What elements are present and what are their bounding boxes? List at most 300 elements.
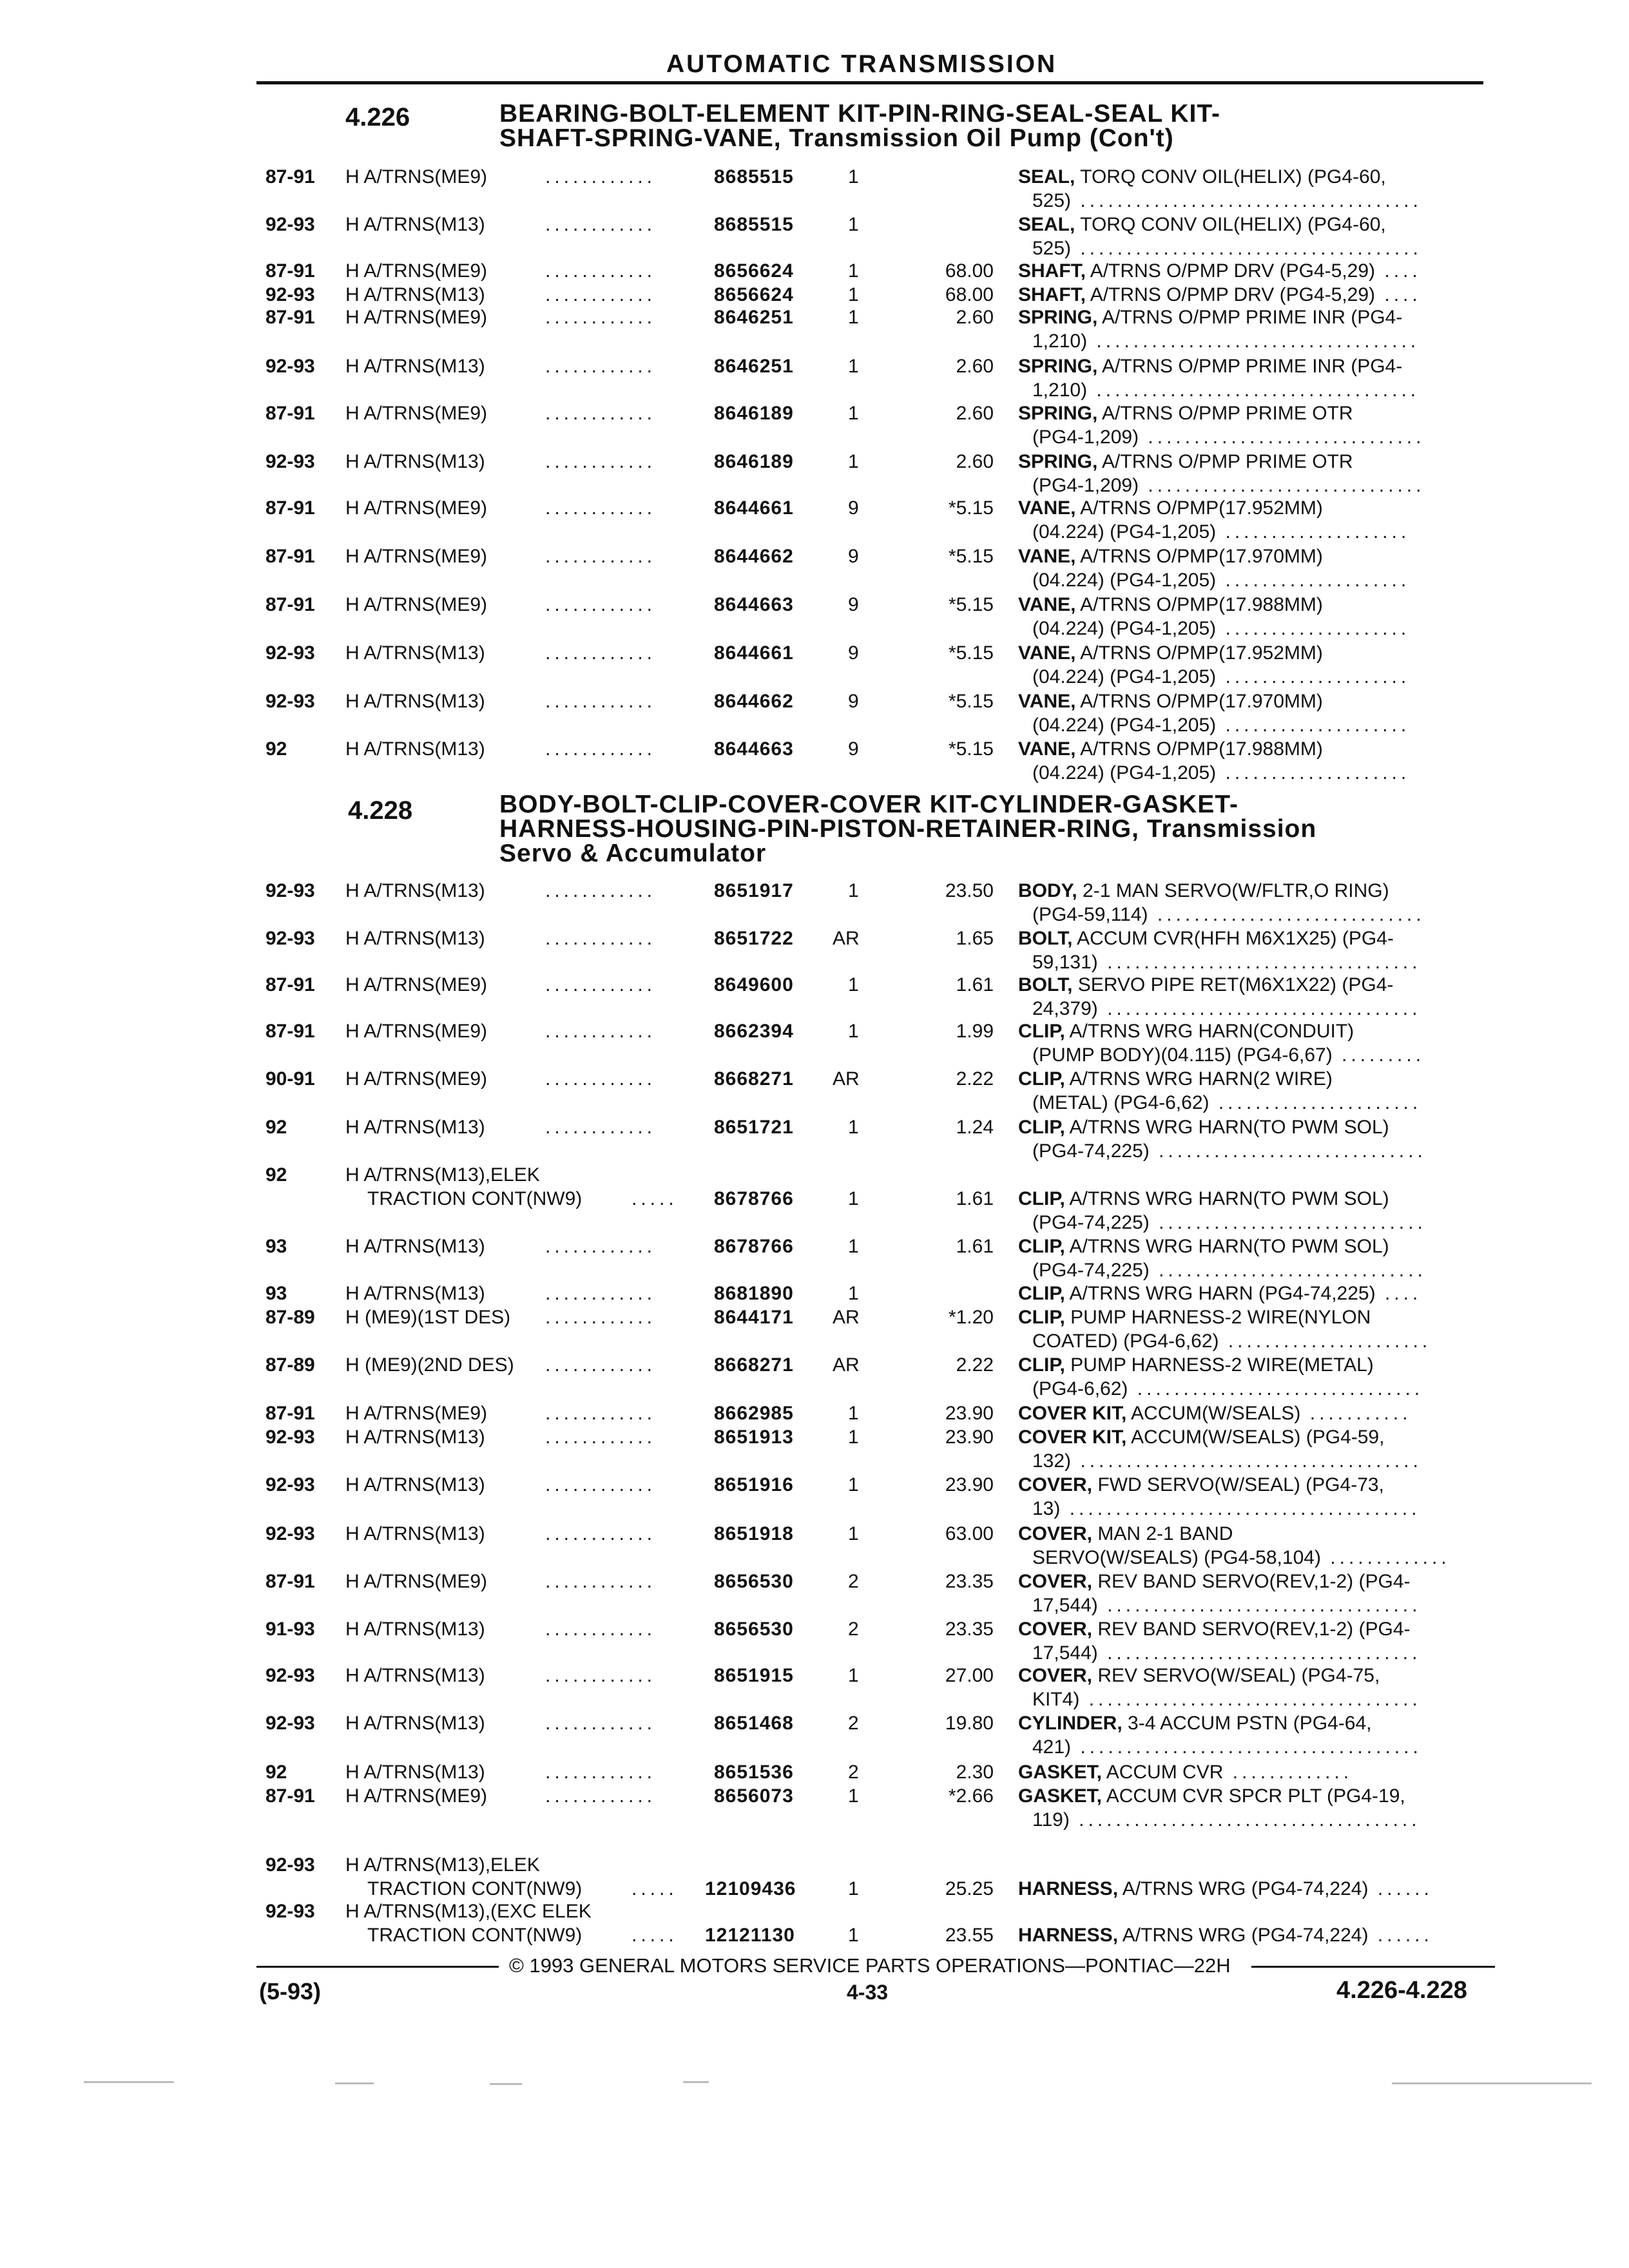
description-keyword: CLIP,	[1018, 1283, 1065, 1304]
part-number: 8644661	[714, 497, 794, 519]
part-description	[1018, 1570, 1411, 1593]
footer-rule-right	[1251, 1966, 1495, 1968]
description-text: TORQ CONV OIL(HELIX) (PG4-60,	[1080, 166, 1386, 187]
dot-leader: ......	[1368, 1925, 1433, 1946]
scan-smudge	[490, 2083, 522, 2085]
application-text: H A/TRNS(ME9)	[345, 260, 488, 282]
price: 23.35	[945, 1571, 994, 1592]
part-description-cont	[1032, 520, 1410, 544]
model-year: 92-93	[265, 1523, 315, 1544]
dot-leader: ............	[545, 1619, 657, 1640]
application-text: H A/TRNS(M13)	[345, 1523, 485, 1544]
part-description	[1018, 496, 1323, 520]
dot-leader: ....................	[1216, 666, 1411, 687]
part-description	[1018, 879, 1389, 903]
part-number: 8644662	[714, 546, 794, 567]
quantity: 1	[848, 1474, 859, 1495]
dot-leader: .....................................	[1071, 1450, 1422, 1472]
part-number: 8656530	[714, 1571, 794, 1592]
header-rule	[256, 81, 1483, 84]
part-description-cont	[1032, 1139, 1427, 1163]
model-year: 87-91	[265, 307, 315, 328]
price: 23.90	[945, 1403, 994, 1424]
section-title-line: BEARING-BOLT-ELEMENT KIT-PIN-RING-SEAL-SEAL KIT-	[499, 100, 1221, 128]
description-keyword: COVER,	[1018, 1665, 1093, 1686]
part-description	[1018, 1019, 1354, 1043]
application-text: H A/TRNS(ME9)	[345, 307, 488, 328]
part-description	[1018, 213, 1386, 236]
dot-leader: ...................................	[1087, 380, 1420, 401]
description-keyword: VANE,	[1018, 738, 1076, 760]
part-number: 8668271	[714, 1354, 794, 1376]
application-text: H A/TRNS(ME9)	[345, 166, 488, 187]
dot-leader: .............................	[1149, 1260, 1427, 1281]
description-text: A/TRNS O/PMP(17.952MM)	[1080, 497, 1323, 519]
description-text: (PG4-6,62)	[1032, 1378, 1128, 1399]
quantity: 1	[848, 1021, 859, 1042]
part-description-cont	[1032, 1687, 1422, 1711]
model-year: 92-93	[265, 1901, 315, 1922]
model-year: 92-93	[265, 1665, 315, 1686]
application-text: H A/TRNS(ME9)	[345, 1403, 488, 1424]
description-text: 13)	[1032, 1498, 1061, 1519]
description-text: ACCUM CVR	[1106, 1762, 1224, 1783]
description-text: A/TRNS O/PMP PRIME OTR	[1102, 451, 1353, 472]
price: 63.00	[945, 1523, 994, 1544]
description-keyword: CLIP,	[1018, 1117, 1065, 1138]
part-description	[1018, 1282, 1422, 1305]
description-text: 17,544)	[1032, 1642, 1098, 1664]
dot-leader: ............	[545, 1021, 657, 1042]
footer-rule-left	[256, 1966, 499, 1968]
quantity: 1	[848, 1403, 859, 1424]
part-description	[1018, 1425, 1384, 1449]
part-number: 8651916	[714, 1474, 794, 1495]
quantity: 9	[848, 546, 859, 567]
application-text: H A/TRNS(ME9)	[345, 497, 488, 519]
model-year: 93	[265, 1236, 287, 1257]
dot-leader: ............	[545, 928, 657, 949]
part-number: 8662394	[714, 1021, 794, 1042]
description-text: A/TRNS WRG (PG4-74,224)	[1122, 1925, 1369, 1946]
model-year: 92-93	[265, 284, 315, 305]
description-text: ACCUM(W/SEALS)	[1131, 1403, 1301, 1424]
price: 1.61	[956, 1236, 994, 1257]
description-text: A/TRNS WRG HARN (PG4-74,225)	[1069, 1283, 1376, 1304]
dot-leader: ............	[545, 1713, 657, 1734]
part-description	[1018, 1923, 1433, 1947]
price: *5.15	[948, 594, 994, 615]
description-text: (04.224) (PG4-1,205)	[1032, 570, 1217, 591]
dot-leader: ......................	[1209, 1092, 1422, 1113]
model-year: 92	[265, 1762, 287, 1783]
part-description	[1018, 305, 1402, 329]
quantity: 1	[848, 1925, 859, 1946]
quantity: 1	[848, 1117, 859, 1138]
description-text: PUMP HARNESS-2 WIRE(METAL)	[1070, 1354, 1374, 1376]
model-year: 92-93	[265, 451, 315, 472]
description-keyword: SHAFT,	[1018, 284, 1086, 305]
footer-page-number: 4-33	[847, 1981, 889, 2004]
description-keyword: SPRING,	[1018, 307, 1098, 328]
quantity: 2	[848, 1713, 859, 1734]
part-description	[1018, 927, 1394, 950]
dot-leader: ..............................	[1139, 475, 1425, 496]
part-description-cont	[1032, 761, 1410, 785]
application-text: H A/TRNS(M13)	[345, 738, 485, 760]
dot-leader: .............................	[1149, 1140, 1427, 1162]
description-keyword: SHAFT,	[1018, 260, 1086, 282]
quantity: 1	[848, 166, 859, 187]
part-description	[1018, 283, 1422, 307]
dot-leader: ............	[545, 1283, 657, 1304]
dot-leader: ....................	[1216, 618, 1411, 639]
part-description-cont	[1032, 903, 1425, 927]
application-text: H A/TRNS(M13)	[345, 1236, 485, 1257]
dot-leader: ............	[545, 1571, 657, 1592]
dot-leader: ............	[545, 166, 657, 187]
dot-leader: ..................................	[1097, 998, 1422, 1019]
scan-smudge	[683, 2081, 709, 2083]
dot-leader: ......................................	[1060, 1498, 1421, 1519]
part-description-cont	[1032, 997, 1421, 1021]
application-text: H A/TRNS(ME9)	[345, 1021, 488, 1042]
model-year: 87-91	[265, 1403, 315, 1424]
part-number: 8651722	[714, 928, 794, 949]
description-text: 525)	[1032, 190, 1072, 211]
part-number: 8644171	[714, 1307, 794, 1328]
part-description	[1018, 1617, 1411, 1641]
application-text: H A/TRNS(M13)	[345, 356, 485, 377]
price: *5.15	[948, 546, 994, 567]
description-text: (PG4-1,209)	[1032, 427, 1139, 448]
application-text: H A/TRNS(M13)	[345, 1713, 485, 1734]
description-keyword: COVER,	[1018, 1619, 1093, 1640]
description-text: PUMP HARNESS-2 WIRE(NYLON	[1070, 1307, 1371, 1328]
model-year: 92-93	[265, 642, 315, 664]
part-description	[1018, 450, 1353, 474]
part-description-cont	[1032, 378, 1420, 402]
quantity: 1	[848, 1665, 859, 1686]
model-year: 87-91	[265, 260, 315, 282]
part-description	[1018, 259, 1422, 283]
section-title-line: Servo & Accumulator	[499, 840, 767, 867]
price: *1.20	[948, 1307, 994, 1328]
price: 2.30	[956, 1762, 994, 1783]
description-text: A/TRNS O/PMP(17.988MM)	[1080, 594, 1323, 615]
dot-leader: ....................	[1216, 570, 1411, 591]
dot-leader: ..................................	[1097, 1642, 1422, 1664]
quantity: 2	[848, 1619, 859, 1640]
part-number: 8651721	[714, 1117, 794, 1138]
price: 19.80	[945, 1713, 994, 1734]
application-text: H A/TRNS(ME9)	[345, 974, 488, 995]
description-text: 17,544)	[1032, 1595, 1098, 1616]
price: *2.66	[948, 1785, 994, 1807]
part-description	[1018, 1235, 1389, 1258]
description-text: REV BAND SERVO(REV,1-2) (PG4-	[1097, 1571, 1411, 1592]
model-year: 87-91	[265, 1021, 315, 1042]
quantity: 1	[848, 1188, 859, 1209]
dot-leader: .....................................	[1069, 1809, 1421, 1831]
description-text: (04.224) (PG4-1,205)	[1032, 666, 1217, 687]
quantity: 1	[848, 451, 859, 472]
part-description	[1018, 1522, 1233, 1546]
dot-leader: ............	[545, 1403, 657, 1424]
price: 1.24	[956, 1117, 994, 1138]
description-keyword: SPRING,	[1018, 403, 1098, 424]
part-description	[1018, 1353, 1374, 1377]
price: 1.61	[956, 1188, 994, 1209]
description-text: (04.224) (PG4-1,205)	[1032, 762, 1217, 783]
dot-leader: ............	[545, 1354, 657, 1376]
part-number: 8678766	[714, 1236, 794, 1257]
page-header-title: AUTOMATIC TRANSMISSION	[666, 50, 1057, 78]
dot-leader: .....	[631, 1188, 678, 1209]
description-text: 1,210)	[1032, 331, 1088, 352]
part-description-cont	[1032, 1593, 1421, 1617]
quantity: 1	[848, 356, 859, 377]
description-keyword: GASKET,	[1018, 1762, 1103, 1783]
description-text: MAN 2-1 BAND	[1097, 1523, 1233, 1544]
application-text: H A/TRNS(M13)	[345, 1117, 485, 1138]
application-text: TRACTION CONT(NW9)	[367, 1925, 583, 1946]
dot-leader: ....................	[1216, 521, 1411, 543]
description-keyword: SEAL,	[1018, 166, 1075, 187]
part-description-cont	[1032, 329, 1420, 353]
description-text: A/TRNS O/PMP DRV (PG4-5,29)	[1090, 260, 1376, 282]
description-keyword: VANE,	[1018, 691, 1076, 712]
application-text: H A/TRNS(M13)	[345, 284, 485, 305]
part-number: 8651918	[714, 1523, 794, 1544]
dot-leader: ............	[545, 1068, 657, 1090]
section-4-226-number: 4.226	[345, 103, 410, 131]
description-keyword: BODY,	[1018, 880, 1077, 901]
dot-leader: ............	[545, 356, 657, 377]
price: 23.90	[945, 1427, 994, 1448]
description-text: (PG4-74,225)	[1032, 1212, 1150, 1233]
application-text: H A/TRNS(M13)	[345, 1619, 485, 1640]
dot-leader: ...........	[1300, 1403, 1412, 1424]
model-year: 87-91	[265, 1785, 315, 1807]
description-text: FWD SERVO(W/SEAL) (PG4-73,	[1097, 1474, 1384, 1495]
part-description-cont	[1032, 1329, 1431, 1353]
description-text: 421)	[1032, 1736, 1072, 1758]
description-text: (METAL) (PG4-6,62)	[1032, 1092, 1210, 1113]
part-description-cont	[1032, 425, 1425, 449]
description-keyword: VANE,	[1018, 546, 1076, 567]
application-text: TRACTION CONT(NW9)	[367, 1878, 583, 1899]
part-number: 8681890	[714, 1283, 794, 1304]
price: *5.15	[948, 691, 994, 712]
description-text: A/TRNS WRG HARN(TO PWM SOL)	[1069, 1117, 1389, 1138]
description-text: KIT4)	[1032, 1689, 1080, 1710]
description-text: A/TRNS WRG HARN(CONDUIT)	[1069, 1021, 1354, 1042]
part-number: 8651468	[714, 1713, 794, 1734]
model-year: 92	[265, 1117, 287, 1138]
part-number: 8685515	[714, 166, 794, 187]
dot-leader: .....................................	[1071, 190, 1422, 211]
application-text: H A/TRNS(M13),ELEK	[345, 1854, 540, 1876]
quantity: 2	[848, 1571, 859, 1592]
price: 2.60	[956, 356, 994, 377]
part-description-cont	[1032, 1808, 1421, 1832]
quantity: 9	[848, 594, 859, 615]
quantity: 9	[848, 497, 859, 519]
application-text: H A/TRNS(M13)	[345, 1762, 485, 1783]
part-description-cont	[1032, 1497, 1420, 1521]
description-text: ACCUM(W/SEALS) (PG4-59,	[1131, 1427, 1385, 1448]
part-description	[1018, 1877, 1433, 1901]
description-keyword: COVER,	[1018, 1523, 1093, 1544]
description-text: 24,379)	[1032, 998, 1098, 1019]
price: 27.00	[945, 1665, 994, 1686]
model-year: 87-91	[265, 594, 315, 615]
dot-leader: ...............................	[1128, 1378, 1424, 1399]
part-description	[1018, 737, 1323, 761]
dot-leader: ............	[545, 1236, 657, 1257]
description-keyword: CLIP,	[1018, 1188, 1065, 1209]
quantity: 9	[848, 738, 859, 760]
part-description-cont	[1032, 665, 1410, 689]
description-keyword: VANE,	[1018, 594, 1076, 615]
quantity: 1	[848, 1427, 859, 1448]
dot-leader: ....	[1375, 284, 1422, 305]
dot-leader: ............	[545, 1474, 657, 1495]
part-description	[1018, 689, 1323, 713]
description-keyword: GASKET,	[1018, 1785, 1103, 1807]
description-text: A/TRNS O/PMP DRV (PG4-5,29)	[1090, 284, 1376, 305]
part-description	[1018, 1187, 1389, 1211]
quantity: 1	[848, 403, 859, 424]
dot-leader: ..............................	[1139, 427, 1425, 448]
price: 2.22	[956, 1068, 994, 1090]
dot-leader: ............	[545, 880, 657, 901]
description-text: ACCUM CVR SPCR PLT (PG4-19,	[1106, 1785, 1405, 1807]
quantity: AR	[833, 1307, 860, 1328]
part-description	[1018, 401, 1353, 425]
dot-leader: ............	[545, 642, 657, 664]
description-text: A/TRNS WRG HARN(TO PWM SOL)	[1069, 1236, 1389, 1257]
description-text: (04.224) (PG4-1,205)	[1032, 521, 1217, 543]
application-text: H A/TRNS(M13)	[345, 1283, 485, 1304]
dot-leader: ............	[545, 284, 657, 305]
part-description	[1018, 354, 1402, 378]
part-description-cont	[1032, 236, 1422, 260]
application-text: H A/TRNS(M13)	[345, 880, 485, 901]
part-description	[1018, 1664, 1380, 1687]
model-year: 92-93	[265, 880, 315, 901]
application-text: H A/TRNS(ME9)	[345, 403, 488, 424]
footer-section-range: 4.226-4.228	[1336, 1977, 1467, 2004]
application-text: H (ME9)(2ND DES)	[345, 1354, 514, 1376]
quantity: 1	[848, 974, 859, 995]
part-description-cont	[1032, 568, 1410, 592]
application-text: H (ME9)(1ST DES)	[345, 1307, 511, 1328]
dot-leader: ....................	[1216, 715, 1411, 736]
application-text: H A/TRNS(M13)	[345, 1427, 485, 1448]
price: *5.15	[948, 497, 994, 519]
dot-leader: ..................................	[1097, 952, 1422, 973]
description-keyword: CLIP,	[1018, 1021, 1065, 1042]
part-description	[1018, 165, 1386, 189]
dot-leader: .....	[631, 1925, 678, 1946]
model-year: 87-91	[265, 497, 315, 519]
dot-leader: ............	[545, 594, 657, 615]
description-text: SERVO PIPE RET(M6X1X22) (PG4-	[1077, 974, 1394, 995]
dot-leader: .........	[1332, 1044, 1425, 1066]
description-keyword: COVER,	[1018, 1571, 1093, 1592]
quantity: 1	[848, 880, 859, 901]
description-text: A/TRNS O/PMP PRIME INR (PG4-	[1102, 307, 1403, 328]
price: 23.50	[945, 880, 994, 901]
part-description	[1018, 1067, 1333, 1091]
price: 2.60	[956, 307, 994, 328]
dot-leader: ............	[545, 1523, 657, 1544]
application-text: H A/TRNS(M13)	[345, 214, 485, 235]
price: 68.00	[945, 284, 994, 305]
model-year: 92-93	[265, 1713, 315, 1734]
application-text: H A/TRNS(M13)	[345, 642, 485, 664]
part-number: 8678766	[714, 1188, 794, 1209]
part-description	[1018, 1473, 1384, 1497]
application-text: TRACTION CONT(NW9)	[367, 1188, 583, 1209]
description-text: 2-1 MAN SERVO(W/FLTR,O RING)	[1083, 880, 1389, 901]
dot-leader: ............	[545, 1117, 657, 1138]
description-text: SERVO(W/SEALS) (PG4-58,104)	[1032, 1547, 1321, 1568]
price: *5.15	[948, 642, 994, 664]
quantity: 2	[848, 1762, 859, 1783]
description-text: TORQ CONV OIL(HELIX) (PG4-60,	[1080, 214, 1386, 235]
dot-leader: ............	[545, 738, 657, 760]
dot-leader: ....	[1375, 260, 1422, 282]
description-keyword: CLIP,	[1018, 1236, 1065, 1257]
quantity: AR	[833, 1068, 860, 1090]
model-year: 92-93	[265, 1854, 315, 1876]
part-number: 8651536	[714, 1762, 794, 1783]
part-description-cont	[1032, 1377, 1423, 1401]
part-number: 8646189	[714, 451, 794, 472]
part-description-cont	[1032, 713, 1410, 737]
description-keyword: HARNESS,	[1018, 1878, 1119, 1899]
application-text: H A/TRNS(ME9)	[345, 1571, 488, 1592]
dot-leader: ............	[545, 403, 657, 424]
price: *5.15	[948, 738, 994, 760]
quantity: 1	[848, 1236, 859, 1257]
description-text: (PUMP BODY)(04.115) (PG4-6,67)	[1032, 1044, 1333, 1066]
model-year: 87-91	[265, 166, 315, 187]
price: 23.35	[945, 1619, 994, 1640]
description-keyword: BOLT,	[1018, 928, 1073, 949]
dot-leader: ......	[1368, 1878, 1433, 1899]
description-text: A/TRNS WRG HARN(TO PWM SOL)	[1069, 1188, 1389, 1209]
description-keyword: VANE,	[1018, 497, 1076, 519]
quantity: 9	[848, 691, 859, 712]
description-keyword: HARNESS,	[1018, 1925, 1119, 1946]
quantity: AR	[833, 928, 860, 949]
footer-date: (5-93)	[259, 1978, 322, 2004]
description-text: 119)	[1032, 1809, 1070, 1831]
part-number: 8644661	[714, 642, 794, 664]
part-description	[1018, 1760, 1353, 1784]
description-keyword: COVER KIT,	[1018, 1427, 1127, 1448]
description-text: (PG4-74,225)	[1032, 1260, 1150, 1281]
section-title-line: SHAFT-SPRING-VANE, Transmission Oil Pump (Con't)	[499, 124, 1174, 152]
part-description-cont	[1032, 950, 1421, 974]
description-text: (04.224) (PG4-1,205)	[1032, 618, 1217, 639]
dot-leader: ............	[545, 1762, 657, 1783]
section-4-226-title	[499, 102, 1530, 151]
